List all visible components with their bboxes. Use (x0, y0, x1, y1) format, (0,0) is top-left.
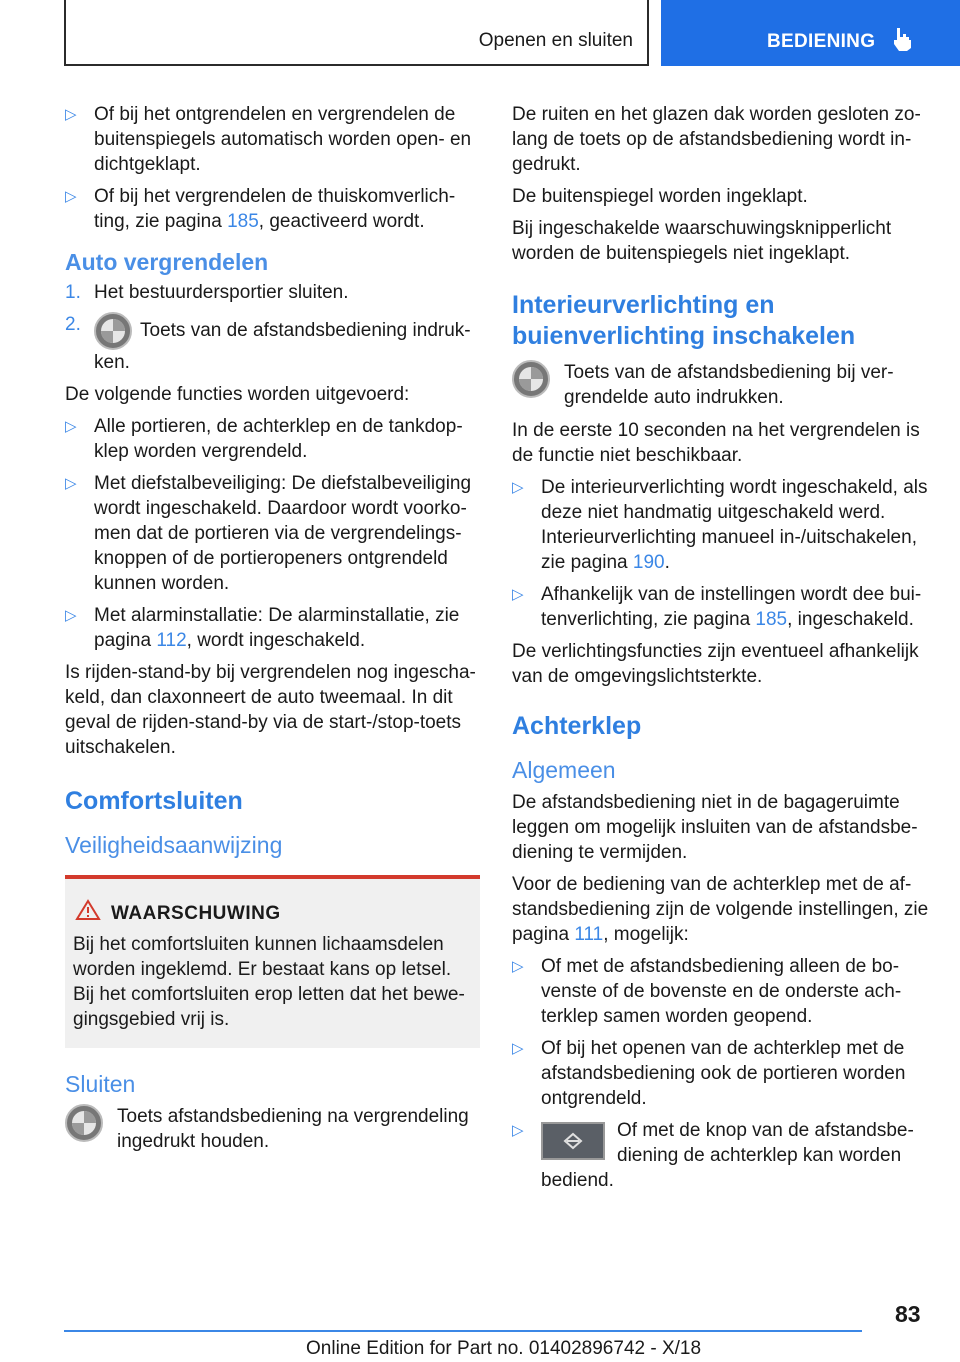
triangle-bullet-icon: ▷ (512, 586, 524, 603)
triangle-bullet-icon: ▷ (65, 106, 77, 123)
footer-edition: Online Edition for Part no. 01402896742 - X/18 (306, 1338, 702, 1359)
step-item: 2. Toets van de afstandsbediening indrukken. (65, 314, 471, 373)
right-column (512, 102, 930, 1201)
heading-algemeen: Algemeen (512, 757, 616, 783)
list-item: ▷ Of bij het ontgrendelen en vergrendelen de buitenspiegels automatisch worden open- en dichtgeklapt. (65, 104, 472, 175)
paragraph: Bij ingeschakelde waarschuwingsknipperlicht worden de buitenspiegels niet ingeklapt. (512, 218, 892, 264)
triangle-bullet-icon: ▷ (65, 607, 77, 624)
page-link[interactable]: 185 (227, 211, 259, 232)
heading-interieurverlichting: Interieurverlichting en buienverlichting inschakelen (512, 291, 856, 350)
warning-triangle-icon (75, 899, 101, 921)
triangle-bullet-icon: ▷ (512, 1040, 524, 1057)
paragraph: De volgende functies worden uitgevoerd: (65, 384, 410, 405)
key-instruction: Toets van de afstandsbediening bij vergrendelde auto indrukken. (512, 360, 930, 410)
section-tab (64, 0, 649, 66)
paragraph: In de eerste 10 seconden na het vergrendelen is de functie niet beschikbaar. (512, 420, 920, 466)
triangle-bullet-icon: ▷ (512, 1122, 524, 1139)
step-number: 2. (65, 314, 81, 335)
list-item: ▷ Met diefstalbeveiliging: De diefstalbeveiliging wordt ingeschakeld. Daardoor wordt voorkomen dat de portieren via de vergrendelingsknoppen of de portieropeners ontgrendeld kunnen worden. (65, 473, 472, 594)
tailgate-button-icon (541, 1122, 605, 1160)
footer-divider (64, 1330, 862, 1332)
list-item: ▷ Of met de knop van de afstandsbediening de achterklep kan worden bediend. (512, 1120, 914, 1191)
heading-auto-vergrendelen: Auto vergrendelen (65, 249, 269, 275)
list-item: ▷ De interieurverlichting wordt ingeschakeld, als deze niet handmatig uitgeschakeld werd. Interieurverlichting manueel in-/uitschakelen, zie pagina 190. (512, 477, 928, 573)
remote-key-icon (65, 1104, 103, 1142)
triangle-bullet-icon: ▷ (65, 418, 77, 435)
warning-box (65, 875, 480, 1048)
step-number: 1. (65, 282, 81, 303)
heading-sluiten: Sluiten (65, 1071, 136, 1097)
remote-key-icon (512, 360, 550, 398)
list-item: ▷ Afhankelijk van de instellingen wordt dee buitenverlichting, zie pagina 185, ingeschakeld. (512, 584, 922, 630)
list-item: ▷ Of bij het vergrendelen de thuiskomverlichting, zie pagina 185, geactiveerd wordt. (65, 186, 456, 232)
paragraph: De afstandsbediening niet in de bagageruimte leggen om mogelijk insluiten van de afstandsbediening te vermijden. (512, 792, 918, 863)
paragraph: De buitenspiegel worden ingeklapt. (512, 186, 808, 207)
page-link[interactable]: 190 (632, 552, 665, 573)
warning-title: WAARSCHUWING (73, 901, 472, 926)
triangle-bullet-icon: ▷ (65, 188, 77, 205)
page-link[interactable]: 111 (574, 924, 604, 945)
page-header (0, 0, 960, 66)
list-item: ▷ Of bij het openen van de achterklep met de afstandsbediening ook de portieren worden ontgrendeld. (512, 1038, 906, 1109)
list-item: ▷ Alle portieren, de achterklep en de tankdopklep worden vergrendeld. (65, 416, 463, 462)
step-item: 1. Het bestuurdersportier sluiten. (65, 282, 349, 303)
heading-comfortsluiten: Comfortsluiten (65, 787, 243, 815)
paragraph: De verlichtingsfuncties zijn eventueel afhankelijk van de omgevingslichtsterkte. (512, 641, 919, 687)
left-column (65, 102, 480, 1162)
triangle-bullet-icon: ▷ (512, 958, 524, 975)
paragraph: Voor de bediening van de achterklep met de afstandsbediening zijn de volgende instellingen, zie pagina 111, mogelijk: (512, 874, 929, 945)
paragraph: De ruiten en het glazen dak worden gesloten zolang de toets op de afstandsbediening wordt ingedrukt. (512, 104, 921, 175)
chapter-title: BEDIENING (767, 31, 876, 52)
remote-key-icon (94, 312, 132, 350)
page-link[interactable]: 185 (755, 609, 788, 630)
page-number: 83 (895, 1301, 921, 1327)
chapter-tab (661, 0, 960, 66)
list-item: ▷ Of met de afstandsbediening alleen de bovenste of de bovenste en de onderste achterklep samen worden geopend. (512, 956, 902, 1027)
triangle-bullet-icon: ▷ (65, 475, 77, 492)
heading-achterklep: Achterklep (512, 712, 642, 740)
paragraph: Is rijden-stand-by bij vergrendelen nog ingeschakeld, dan claxonneert de auto tweemaal. In dit geval de rijden-stand-by via de start-/stop-toets uitschakelen. (65, 662, 476, 758)
triangle-bullet-icon: ▷ (512, 479, 524, 496)
list-item: ▷ Met alarminstallatie: De alarminstallatie, zie pagina 112, wordt ingeschakeld. (65, 605, 460, 651)
heading-veiligheidsaanwijzing: Veiligheidsaanwijzing (65, 832, 283, 858)
section-title: Openen en sluiten (478, 30, 633, 51)
key-instruction: Toets afstandsbediening na vergrendeling ingedrukt houden. (65, 1104, 480, 1154)
warning-text: Bij het comfortsluiten kunnen lichaamsdelen worden ingeklemd. Er bestaat kans op letsel. Bij het comfortsluiten erop letten dat het bewegingsgebied vrij is. (73, 934, 465, 1030)
hand-pointer-icon (891, 26, 913, 52)
page-link[interactable]: 112 (156, 630, 187, 651)
